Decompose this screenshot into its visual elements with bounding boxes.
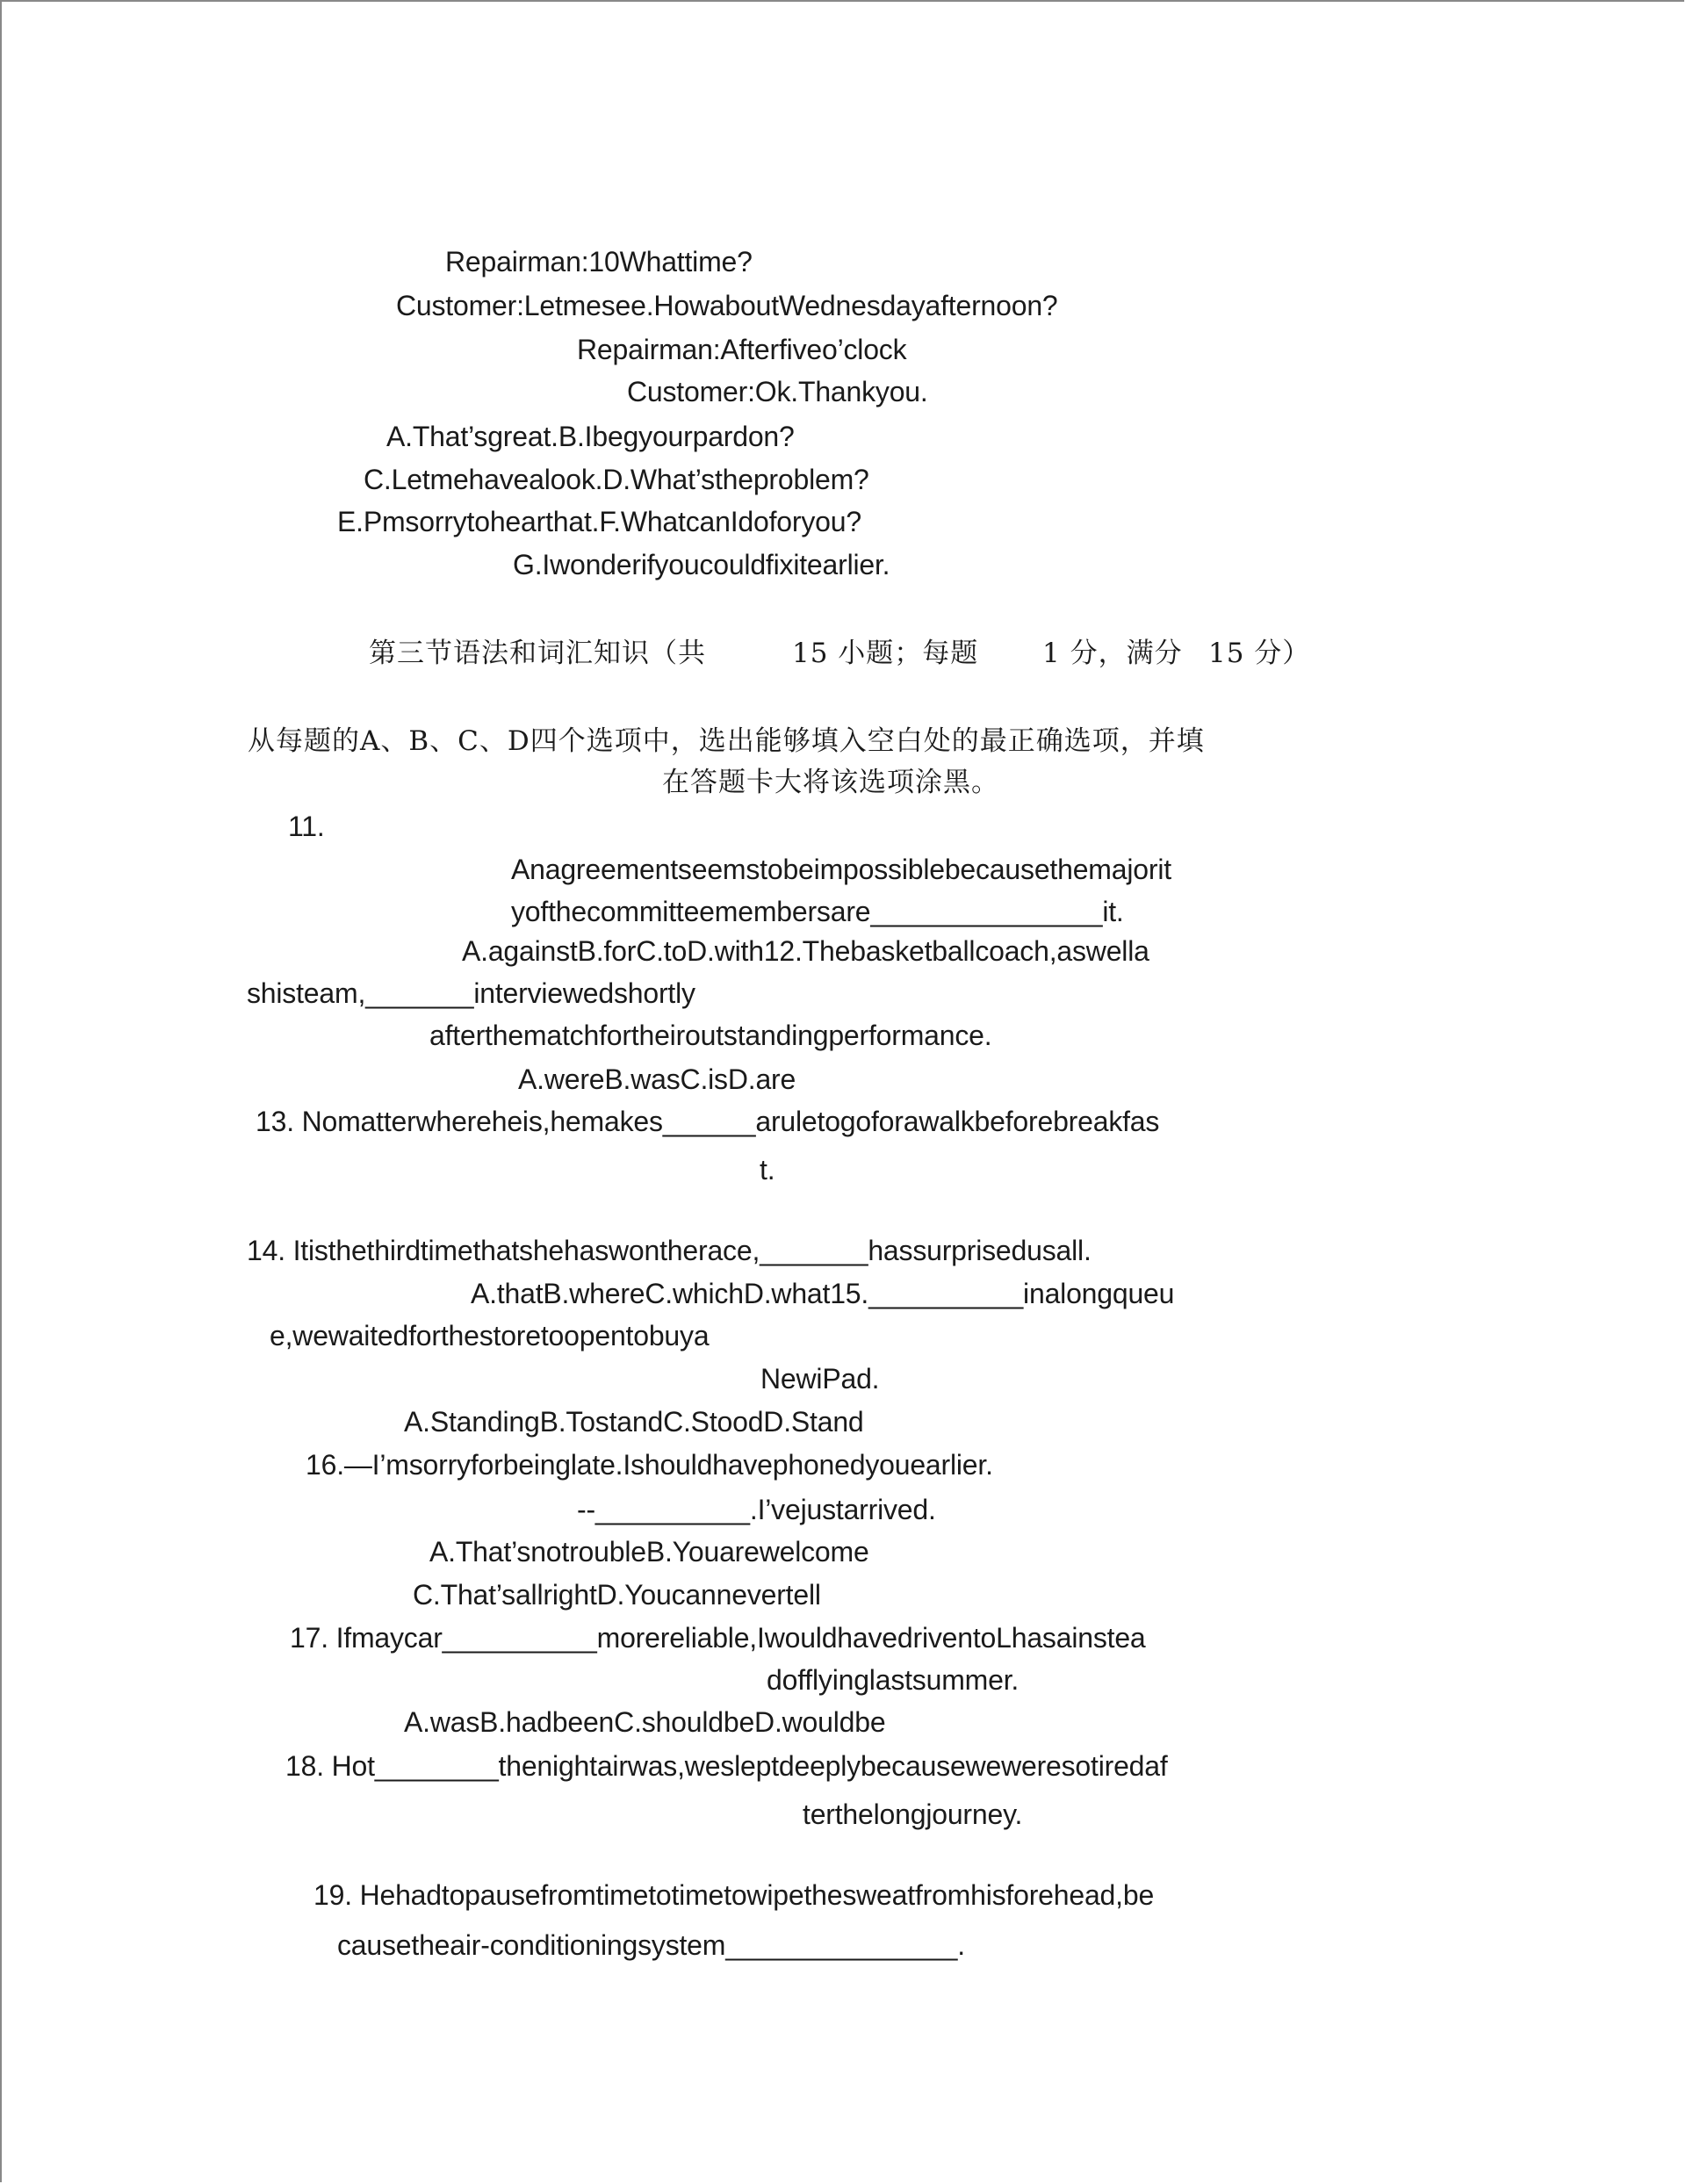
section-num-questions: 15 小题；每题 [792, 638, 979, 669]
option-line: A.That’sgreat.B.Ibegyourpardon? [386, 421, 795, 452]
dialogue-line: Repairman:10Whattime? [445, 246, 753, 278]
question-number: 11. [288, 811, 325, 842]
section-points-each: 1 分，满分 [1042, 638, 1183, 669]
instruction-line: 在答题卡大将该选项涂黑。 [662, 767, 999, 798]
question-text: e,wewaitedforthestoretoopentobuya [270, 1320, 710, 1351]
question-options: A.thatB.whereC.whichD.what15.__________inalongqueu [471, 1278, 1175, 1309]
option-line: C.Letmehavealook.D.What’stheproblem? [364, 464, 869, 495]
question-options: A.againstB.forC.toD.with12.Thebasketballcoach,aswella [462, 935, 1149, 967]
question-text: Anagreementseemstobeimpossiblebecausethemajorit [511, 854, 1171, 885]
dialogue-line: Customer:Ok.Thankyou. [627, 376, 928, 407]
question-options: A.wereB.wasC.isD.are [518, 1063, 796, 1095]
question-options: C.That’sallrightD.Youcannevertell [413, 1579, 821, 1611]
question-text: dofflyinglastsummer. [767, 1664, 1020, 1696]
question-text: t. [760, 1154, 775, 1186]
question-options: A.That’snotroubleB.Youarewelcome [429, 1536, 869, 1568]
section-title: 第三节语法和词汇知识（共 [369, 638, 706, 669]
question-text: 14. Itisthethirdtimethatshehaswontherace,_______hassurprisedusall. [247, 1235, 1092, 1266]
question-text: 16.—I’msorryforbeinglate.Ishouldhavephonedyouearlier. [306, 1449, 993, 1481]
question-text: 13. Nomatterwhereheis,hemakes______aruletogoforawalkbeforebreakfas [256, 1106, 1160, 1137]
question-text: terthelongjourney. [803, 1798, 1023, 1830]
question-text: 17. Ifmaycar__________morereliable,IwouldhavedriventoLhasainstea [290, 1622, 1146, 1654]
dialogue-line: Repairman:Afterfiveo’clock [577, 334, 907, 365]
question-text: 19. Hehadtopausefromtimetotimetowipethesweatfromhisforehead,be [313, 1879, 1155, 1911]
question-text: causetheair-conditioningsystem_______________. [337, 1929, 965, 1961]
question-text: shisteam,_______interviewedshortly [247, 977, 695, 1009]
instruction-line: 从每题的A、B、C、D四个选项中，选出能够填入空白处的最正确选项，并填 [248, 725, 1205, 757]
option-line: E.Pmsorrytohearthat.F.WhatcanIdoforyou? [337, 506, 861, 537]
question-options: A.wasB.hadbeenC.shouldbeD.wouldbe [404, 1706, 886, 1738]
question-options: A.StandingB.TostandC.StoodD.Stand [404, 1406, 864, 1438]
question-text: --__________.I’vejustarrived. [577, 1494, 936, 1525]
option-line: G.Iwonderifyoucouldfixitearlier. [513, 549, 890, 580]
question-text: NewiPad. [760, 1363, 880, 1395]
section-total: 15 分） [1208, 638, 1311, 669]
question-text: 18. Hot________thenightairwas,wesleptdeeplybecauseweweresotiredaf [285, 1750, 1168, 1782]
question-text: yofthecommitteemembersare_______________it. [511, 896, 1124, 927]
dialogue-line: Customer:Letmesee.HowaboutWednesdayafternoon? [396, 290, 1058, 321]
question-text: afterthematchfortheiroutstandingperformance. [429, 1020, 992, 1051]
